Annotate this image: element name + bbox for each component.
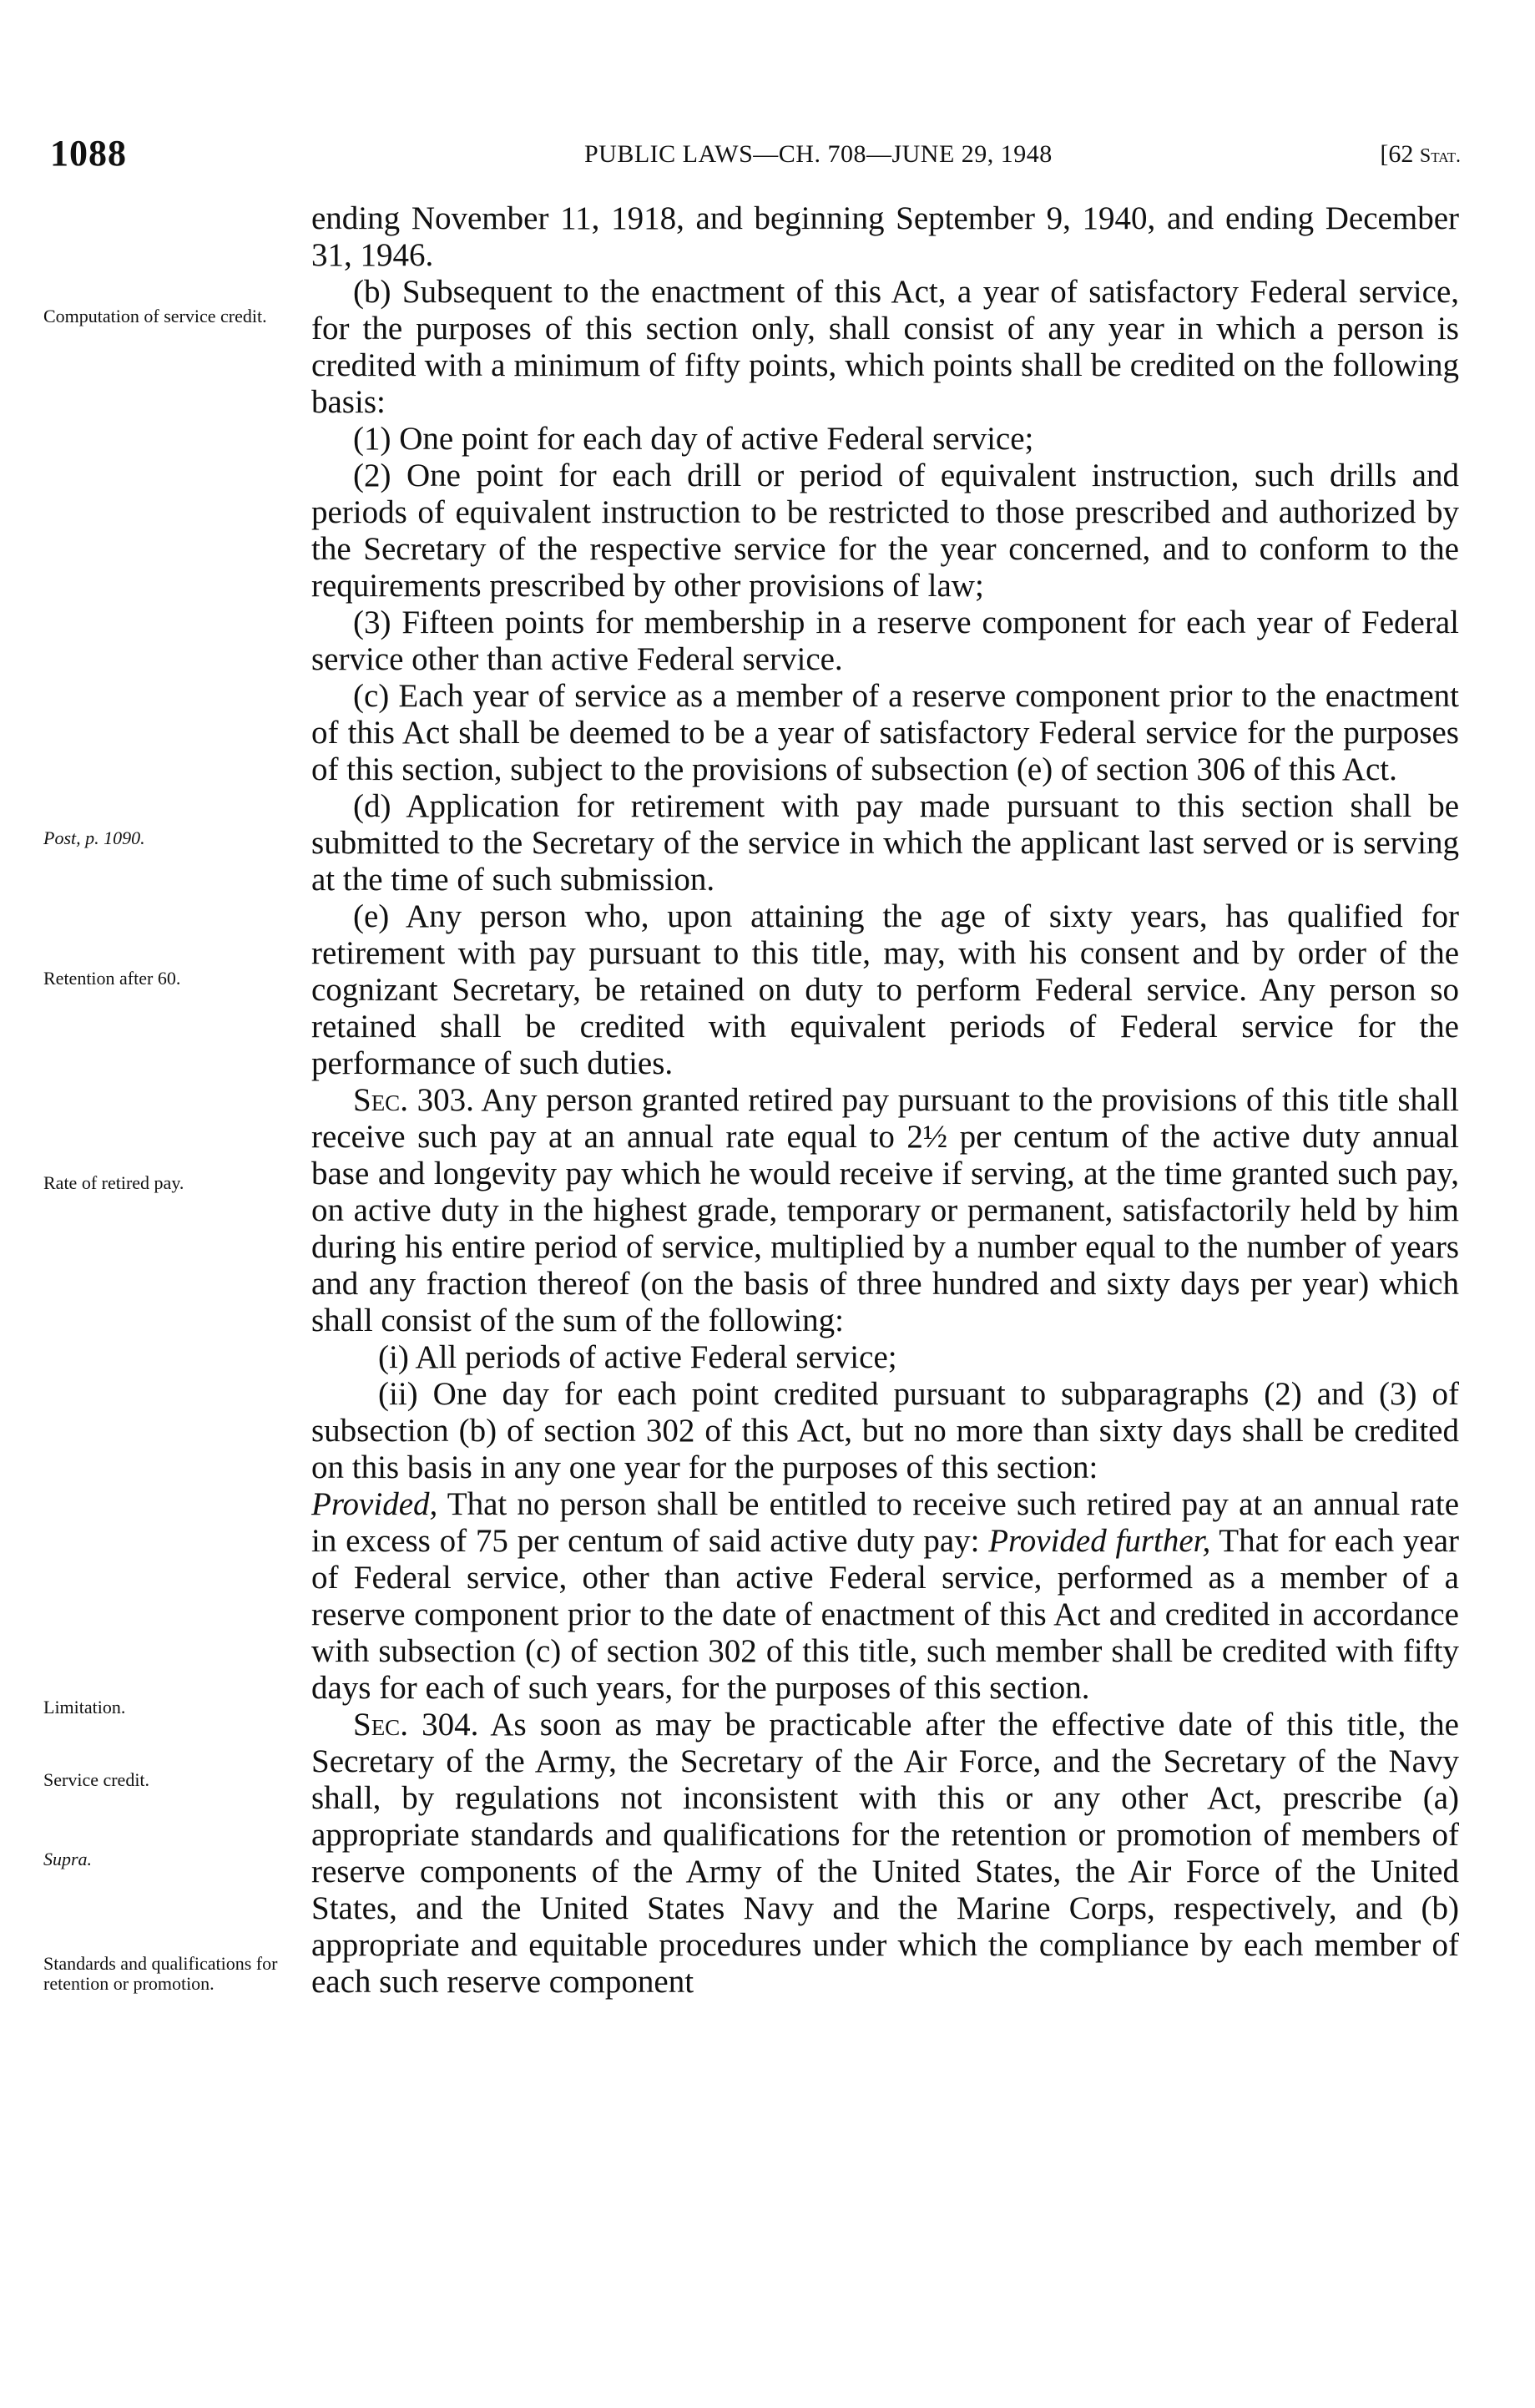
paragraph-section-303: [311, 1082, 1459, 1339]
running-head: PUBLIC LAWS—CH. 708—JUNE 29, 1948: [584, 140, 1053, 168]
margin-note-post: Post, p. 1090.: [43, 827, 145, 848]
paragraph-subsection-b: (b) Subsequent to the enactment of this Act, a year of satisfactory Federal service, for the purposes of this section only, shall consist of any year in which a person is credited with a minimum of fifty points, which points shall be credited on the following basis:: [311, 274, 1459, 420]
paragraph-subsection-d: (d) Application for retirement with pay made pursuant to this section shall be submitted to the Secretary of the service in which the applicant last served or is serving at the time of such submission.: [311, 788, 1459, 898]
paragraph-subsection-e: (e) Any person who, upon attaining the age of sixty years, has qualified for retirement with pay pursuant to this title, may, with his consent and by order of the cognizant Secretary, be retained on duty to perform Federal service. Any person so retained shall be credited with equivalent periods of Federal service for the performance of such duties.: [311, 898, 1459, 1081]
paragraph-item-3: (3) Fifteen points for membership in a reserve component for each year of Federal service other than active Federal service.: [311, 605, 1459, 677]
page-header: [50, 132, 1461, 174]
margin-note-supra: Supra.: [43, 1849, 93, 1869]
proviso-text-a: That no person shall be entitled to receive such retired pay at an annual rate in excess of 75 per centum of said active duty pay:: [311, 1486, 1459, 1559]
volume-citation: [1380, 140, 1461, 169]
paragraph: ending November 11, 1918, and beginning September 9, 1940, and ending December 31, 1946.: [311, 200, 1459, 273]
statute-text: [311, 200, 1459, 2001]
section-303-text: 303. Any person granted retired pay pursuant to the provisions of this title shall receive such pay at an annual rate equal to 2½ per centum of the active duty annual base and longevity pay which he would receive if serving, at the time granted such pay, on active duty in the highest grade, temporary or permanent, satisfactorily held by him during his entire period of service, multiplied by a number equal to the number of years and any fraction thereof (on the basis of three hundred and sixty days per year) which shall consist of the sum of the following:: [311, 1082, 1459, 1338]
section-label: Sec.: [353, 1707, 408, 1743]
volume-suffix: Stat.: [1419, 145, 1461, 167]
margin-note-service-credit: Service credit.: [43, 1769, 150, 1790]
proviso-text-b: That for each year of Federal service, other than active Federal service, performed as a member of a reserve component prior to the date of enactment of this Act and credited in accordance with subsection (c) of section 302 of this title, such member shall be credited with fifty days for each of such years, for the purposes of this section.: [311, 1523, 1459, 1706]
margin-note-computation: Computation of service credit.: [43, 306, 267, 326]
paragraph-item-ii: (ii) One day for each point credited pursuant to subparagraphs (2) and (3) of subsection (b) of section 302 of this Act, but no more than sixty days shall be credited on this basis in any one year for the purposes of this section:: [311, 1376, 1459, 1485]
margin-note-rate: Rate of retired pay.: [43, 1172, 184, 1193]
paragraph-section-304: [311, 1707, 1459, 2001]
page-number: 1088: [50, 133, 127, 174]
volume-prefix: [62: [1380, 140, 1420, 168]
provided-further-label: Provided further,: [988, 1523, 1211, 1559]
margin-note-limitation: Limitation.: [43, 1697, 126, 1717]
section-304-text: 304. As soon as may be practicable after the effective date of this title, the Secretary of the Army, the Secretary of the Air Force, and the Secretary of the Navy shall, by regulations not inconsistent with this or any other Act, prescribe (a) appropriate standards and qualifications for the retention or promotion of members of reserve components of the Army of the United States, the Air Force of the United States, and the United States Navy and the Marine Corps, respectively, and (b) appropriate and equitable procedures under which the compliance by each member of each such reserve component: [311, 1707, 1459, 2000]
paragraph-item-i: (i) All periods of active Federal service;: [378, 1339, 897, 1375]
section-label: Sec.: [353, 1082, 408, 1118]
margin-note-standards: Standards and qualifications for retention or promotion.: [43, 1953, 278, 1994]
paragraph-proviso: [311, 1486, 1459, 1707]
margin-note-retention: Retention after 60.: [43, 968, 181, 989]
paragraph-item-1: (1) One point for each day of active Federal service;: [353, 421, 1034, 457]
paragraph-item-2: (2) One point for each drill or period of equivalent instruction, such drills and periods of equivalent instruction to be restricted to those prescribed and authorized by the Secretary of the respective service for the year concerned, and to conform to the requirements prescribed by other provisions of law;: [311, 458, 1459, 604]
paragraph-subsection-c: (c) Each year of service as a member of a reserve component prior to the enactment of this Act shall be deemed to be a year of satisfactory Federal service for the purposes of this section, subject to the provisions of subsection (e) of section 306 of this Act.: [311, 678, 1459, 787]
provided-label: Provided,: [311, 1486, 438, 1522]
